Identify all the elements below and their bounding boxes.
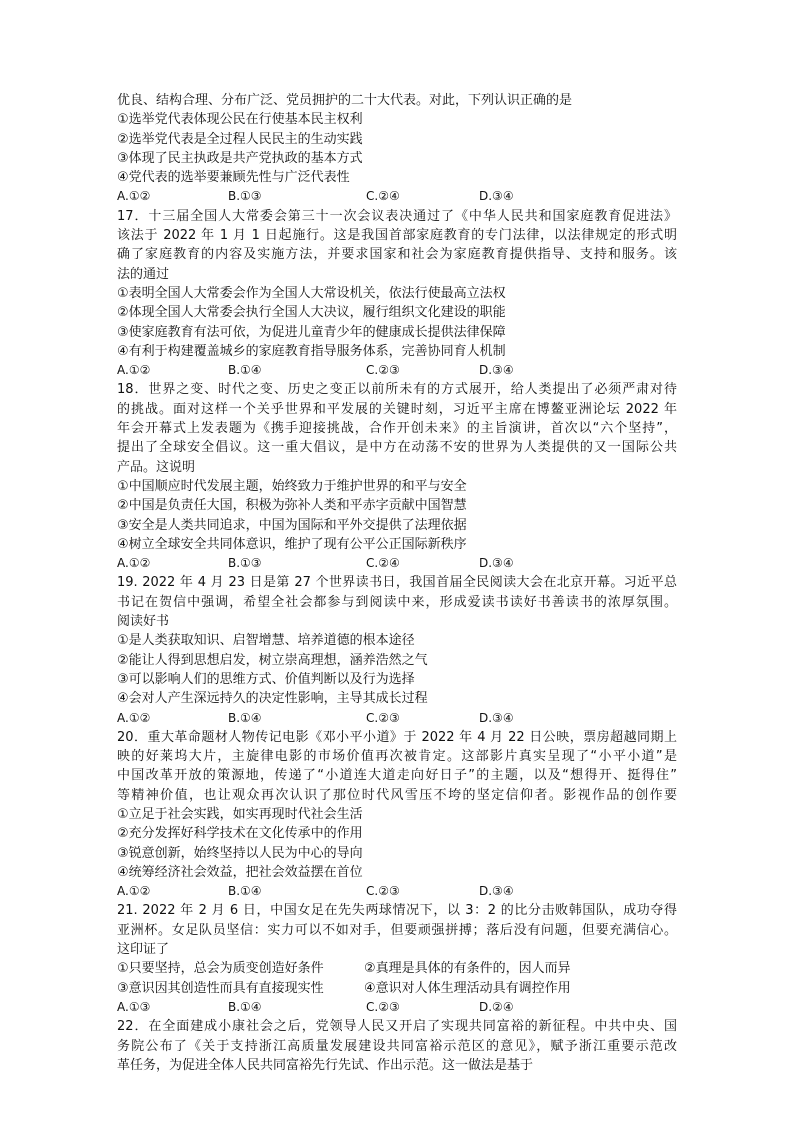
question-stem: 确了家庭教育的内容及实施方法，并要求国家和社会为家庭教育提供指导、支持和服务。该	[117, 247, 677, 263]
question-stem: 17．十三届全国人大常委会第三十一次会议表决通过了《中华人民共和国家庭教育促进法》	[117, 208, 677, 224]
choice-item: ④党代表的选举要兼顾先性与广泛代表性	[117, 170, 350, 186]
choice-item: ②中国是负责任大国，积极为弥补人类和平赤字贡献中国智慧	[117, 498, 467, 514]
answer-options	[117, 187, 677, 206]
option-b: B.①④	[228, 363, 262, 378]
option-c: C.②③	[366, 363, 400, 378]
choice-item: ④意识对人体生理活动具有调控作用	[364, 980, 571, 996]
question-stem: 映的好莱坞大片，主旋律电影的市场价值再次被肯定。这部影片真实呈现了“小平小道”是	[117, 749, 677, 765]
option-b: B.①④	[228, 999, 262, 1014]
option-c: C.②④	[366, 556, 400, 571]
choice-item: ④统筹经济社会效益，把社会效益摆在首位	[117, 864, 363, 880]
choice-item: ④会对人产生深远持久的决定性影响，主导其成长过程	[117, 691, 428, 707]
option-a: A.①③	[117, 999, 151, 1014]
choice-item: ①是人类获取知识、启智增慧、培养道德的根本途径	[117, 633, 415, 649]
choice-item: ④树立全球安全共同体意识，维护了现有公平公正国际新秩序	[117, 536, 467, 552]
question-stem: 年会开幕式上发表题为《携手迎接挑战，合作开创未来》的主旨演讲，首次以“六个坚持”，	[117, 421, 677, 437]
choice-item: ③意识因其创造性而具有直接现实性	[117, 980, 324, 996]
question-stem: 20．重大革命题材人物传记电影《邓小平小道》于 2022 年 4 月 22 日公映，票房超越同期上	[117, 729, 677, 745]
question-21	[117, 901, 677, 1017]
question-stem: 产品。这说明	[117, 459, 196, 475]
option-c: C.②③	[366, 884, 400, 899]
question-22	[117, 1017, 677, 1075]
choice-row	[117, 959, 677, 978]
option-b: B.①④	[228, 710, 262, 725]
option-b: B.①③	[228, 556, 262, 571]
option-a: A.①②	[117, 884, 151, 899]
choice-item: ①选举党代表体现公民在行使基本民主权利	[117, 112, 363, 128]
question-stem: 这印证了	[117, 942, 170, 958]
option-c: C.②③	[366, 999, 400, 1014]
question-stem: 优良、结构合理、分布广泛、党员拥护的二十大代表。对此，下列认识正确的是	[117, 93, 573, 108]
question-19	[117, 573, 677, 727]
option-c: C.②③	[366, 710, 400, 725]
choice-item: ①立足于社会实践，如实再现时代社会生活	[117, 806, 363, 822]
option-a: A.①②	[117, 710, 151, 725]
answer-options	[117, 998, 677, 1017]
option-b: B.①④	[228, 884, 262, 899]
answer-options	[117, 554, 677, 573]
option-a: A.①②	[117, 189, 151, 204]
question-stem: 亚洲杯。女足队员坚信：实力可以不如对手，但要顽强拼搏；落后没有问题，但要充满信心。	[117, 922, 677, 938]
question-stem: 22．在全面建成小康社会之后，党领导人民又开启了实现共同富裕的新征程。中共中央、国	[117, 1019, 677, 1035]
option-b: B.①③	[228, 189, 262, 204]
question-stem: 务院公布了《关于支持浙江高质量发展建设共同富裕示范区的意见》，赋予浙江重要示范改	[117, 1038, 677, 1054]
option-d: D.③④	[479, 189, 514, 204]
question-16	[117, 91, 677, 207]
choice-item: ③体现了民主执政是共产党执政的基本方式	[117, 150, 363, 166]
choice-item: ②真理是具体的有条件的，因人而异	[364, 961, 571, 977]
option-d: D.③④	[479, 363, 514, 378]
answer-options	[117, 709, 677, 728]
question-stem: 21. 2022 年 2 月 6 日，中国女足在先失两球情况下，以 3：2 的比分击败韩国队，成功夺得	[117, 903, 677, 919]
question-stem: 19. 2022 年 4 月 23 日是第 27 个世界读书日，我国首届全民阅读大会在北京开幕。习近平总	[117, 575, 677, 591]
choice-item: ①只要坚持，总会为质变创造好条件	[117, 961, 324, 977]
option-a: A.①②	[117, 556, 151, 571]
choice-row	[117, 979, 677, 998]
choice-item: ③安全是人类共同追求，中国为国际和平外交提供了法理依据	[117, 517, 467, 533]
choice-item: ②体现全国人大常委会执行全国人大决议，履行组织文化建设的职能	[117, 305, 506, 321]
choice-item: ①中国顺应时代发展主题，始终致力于维护世界的和平与安全	[117, 478, 467, 494]
choice-item: ①表明全国人大常委会作为全国人大常设机关，依法行使最高立法权	[117, 285, 506, 301]
question-stem: 法的通过	[117, 266, 170, 282]
choice-item: ④有利于构建覆盖城乡的家庭教育指导服务体系，完善协同育人机制	[117, 343, 506, 359]
choice-item: ②能让人得到思想启发，树立崇高理想，涵养浩然之气	[117, 652, 428, 668]
choice-item: ②选举党代表是全过程人民民主的生动实践	[117, 131, 363, 147]
question-stem: 等精神价值，也让观众再次认识了那位时代风雪压不垮的坚定信仰者。影视作品的创作要	[117, 787, 677, 803]
choice-item: ③可以影响人们的思维方式、价值判断以及行为选择	[117, 671, 415, 687]
choice-item: ③锐意创新，始终坚持以人民为中心的导向	[117, 845, 363, 861]
question-20	[117, 728, 677, 902]
question-stem: 该法于 2022 年 1 月 1 日起施行。这是我国首部家庭教育的专门法律，以法律规定的形式明	[117, 228, 677, 244]
answer-options	[117, 882, 677, 901]
question-17	[117, 207, 677, 381]
option-c: C.②④	[366, 189, 400, 204]
question-stem: 革任务，为促进全体人民共同富裕先行先试、作出示范。这一做法是基于	[117, 1057, 534, 1073]
choice-item: ③使家庭教育有法可依，为促进儿童青少年的健康成长提供法律保障	[117, 324, 506, 340]
question-stem: 中国改革开放的策源地，传递了“小道连大道走向好日子”的主题，以及“想得开、挺得住”	[117, 768, 677, 784]
option-d: D.③④	[479, 556, 514, 571]
question-stem: 提出了全球安全倡议。这一重大倡议，是中方在动荡不安的世界为人类提供的又一国际公共	[117, 440, 677, 456]
answer-options	[117, 361, 677, 380]
option-a: A.①②	[117, 363, 151, 378]
question-stem: 阅读好书	[117, 614, 170, 630]
question-18	[117, 380, 677, 573]
question-stem: 18．世界之变、时代之变、历史之变正以前所未有的方式展开，给人类提出了必须严肃对待	[117, 382, 677, 398]
question-stem: 书记在贺信中强调，希望全社会都参与到阅读中来，形成爱读书读好书善读书的浓厚氛围。	[117, 594, 677, 610]
option-d: D.③④	[479, 710, 514, 725]
choice-item: ②充分发挥好科学技术在文化传承中的作用	[117, 826, 363, 842]
question-stem: 的挑战。面对这样一个关乎世界和平发展的关键时刻，习近平主席在博鳌亚洲论坛 2022 年	[117, 401, 677, 417]
option-d: D.③④	[479, 884, 514, 899]
option-d: D.②④	[479, 999, 514, 1014]
exam-page	[117, 91, 677, 1075]
